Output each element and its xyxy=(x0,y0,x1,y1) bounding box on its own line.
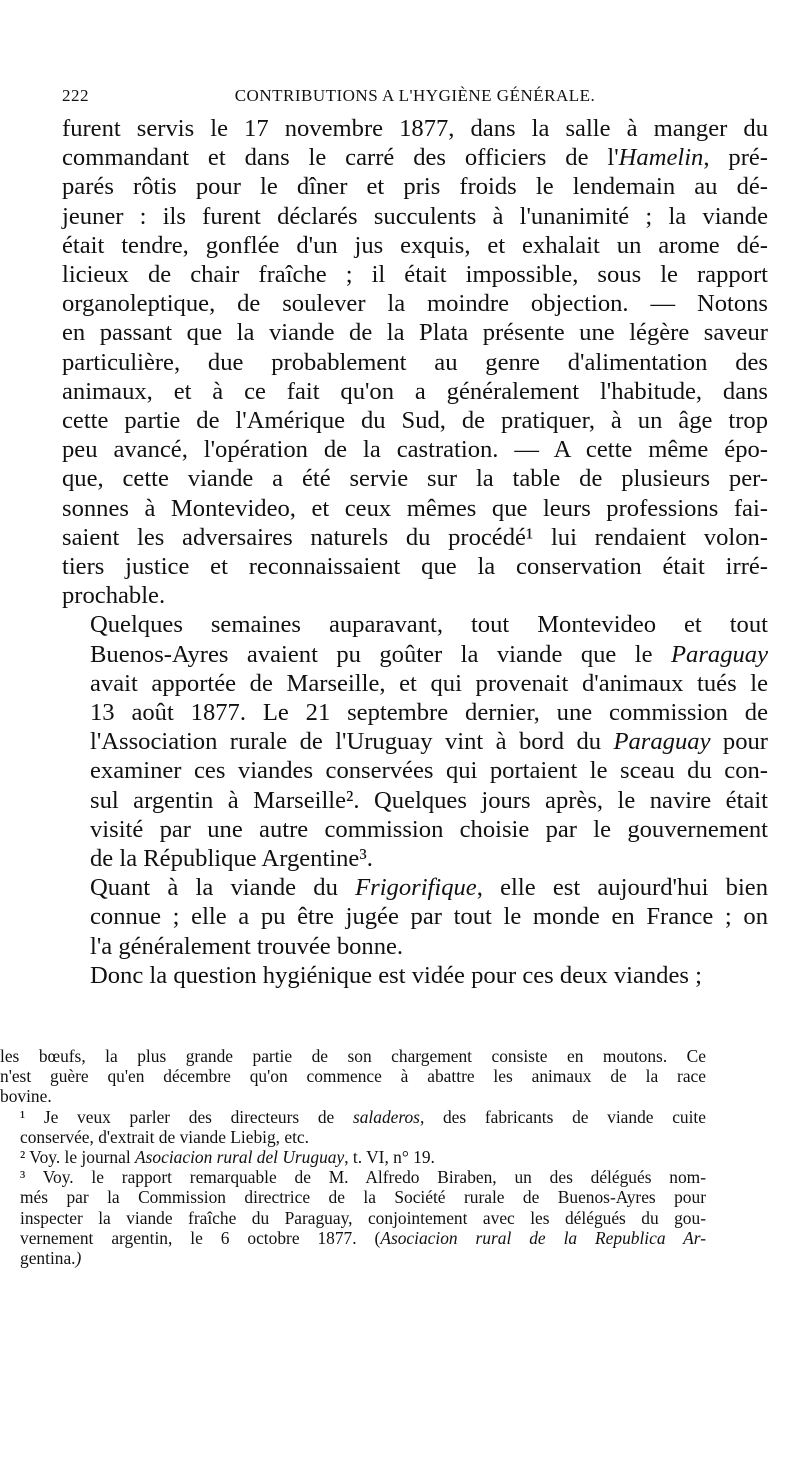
footnote xyxy=(0,1167,706,1268)
text-line: licieux de chair fraîche ; il était impossible, sous le rapport xyxy=(62,261,768,289)
text-line: Donc la question hygiénique est vidée pour ces deux viandes ; xyxy=(90,961,702,989)
text-line: connue ; elle a pu être jugée par tout le monde en France ; on xyxy=(90,903,768,931)
text-line: avait apportée de Marseille, et qui provenait d'animaux tués le xyxy=(90,669,768,697)
paragraph xyxy=(62,873,768,961)
book-page xyxy=(62,86,768,990)
text-line: sonnes à Montevideo, et ceux mêmes que leurs professions fai- xyxy=(62,494,768,522)
text-line: cette partie de l'Amérique du Sud, de pratiquer, à un âge trop xyxy=(62,407,768,435)
footnote-line: les bœufs, la plus grande partie de son chargement consiste en moutons. Ce xyxy=(0,1046,706,1066)
text-line: de la République Argentine³. xyxy=(90,845,373,873)
text-line: jeuner : ils furent déclarés succulents à l'unanimité ; la viande xyxy=(62,202,768,230)
footnote-line: bovine. xyxy=(0,1086,52,1107)
paragraph xyxy=(62,610,768,873)
text-line: visité par une autre commission choisie par le gouvernement xyxy=(90,815,768,843)
main-text xyxy=(62,114,768,990)
text-line: peu avancé, l'opération de la castration. — A cette même épo- xyxy=(62,436,768,464)
footnotes xyxy=(0,1046,706,1268)
text-line: saient les adversaires naturels du procédé¹ lui rendaient volon- xyxy=(62,523,768,551)
paragraph xyxy=(62,961,768,990)
footnote xyxy=(0,1046,706,1107)
text-line: Quant à la viande du Frigorifique, elle est aujourd'hui bien xyxy=(90,874,768,902)
text-line: animaux, et à ce fait qu'on a généralement l'habitude, dans xyxy=(62,377,768,405)
text-line: l'Association rurale de l'Uruguay vint à bord du Paraguay pour xyxy=(90,728,768,756)
text-line: 13 août 1877. Le 21 septembre dernier, une commission de xyxy=(90,699,768,727)
footnote-line: conservée, d'extrait de viande Liebig, etc. xyxy=(20,1126,309,1147)
text-line: prochable. xyxy=(62,582,166,610)
text-line: tiers justice et reconnaissaient que la conservation était irré- xyxy=(62,553,768,581)
footnote-line: vernement argentin, le 6 octobre 1877. (Asociacion rural de la Republica Ar- xyxy=(20,1227,706,1248)
text-line: furent servis le 17 novembre 1877, dans la salle à manger du xyxy=(62,115,768,142)
text-line: était tendre, gonflée d'un jus exquis, et exhalait un arome dé- xyxy=(62,231,768,259)
text-line: l'a généralement trouvée bonne. xyxy=(90,932,404,960)
page-number: 222 xyxy=(62,86,89,105)
text-line: que, cette viande a été servie sur la table de plusieurs per- xyxy=(62,465,768,493)
footnote-line: n'est guère qu'en décembre qu'on commence à abattre les animaux de la race xyxy=(0,1066,706,1087)
text-line: particulière, due probablement au genre d'alimentation des xyxy=(62,348,768,376)
footnote-line: ¹ Je veux parler des directeurs de saladeros, des fabricants de viande cuite xyxy=(20,1106,706,1127)
text-line: Quelques semaines auparavant, tout Montevideo et tout xyxy=(90,611,768,639)
footnote-line: més par la Commission directrice de la Société rurale de Buenos-Ayres pour xyxy=(20,1187,706,1208)
footnote-line: inspecter la viande fraîche du Paraguay, conjointement avec les délégués du gou- xyxy=(20,1207,706,1228)
footnote-line: ³ Voy. le rapport remarquable de M. Alfredo Biraben, un des délégués nom- xyxy=(20,1167,706,1188)
text-line: en passant que la viande de la Plata présente une légère saveur xyxy=(62,319,768,347)
footnote-line: gentina.) xyxy=(20,1248,82,1269)
footnote-line: ² Voy. le journal Asociacion rural del Uruguay, t. VI, n° 19. xyxy=(20,1147,435,1168)
text-line: Buenos-Ayres avaient pu goûter la viande que le Paraguay xyxy=(90,640,768,668)
text-line: commandant et dans le carré des officiers de l'Hamelin, pré- xyxy=(62,144,768,172)
running-title: CONTRIBUTIONS A L'HYGIÈNE GÉNÉRALE. xyxy=(234,86,596,105)
paragraph xyxy=(62,114,768,610)
running-header xyxy=(62,86,768,106)
text-line: parés rôtis pour le dîner et pris froids le lendemain au dé- xyxy=(62,173,768,201)
text-line: examiner ces viandes conservées qui portaient le sceau du con- xyxy=(90,757,768,785)
footnote xyxy=(0,1107,706,1147)
footnote xyxy=(0,1147,706,1167)
text-line: sul argentin à Marseille². Quelques jours après, le navire était xyxy=(90,786,768,814)
text-line: organoleptique, de soulever la moindre objection. — Notons xyxy=(62,290,768,318)
